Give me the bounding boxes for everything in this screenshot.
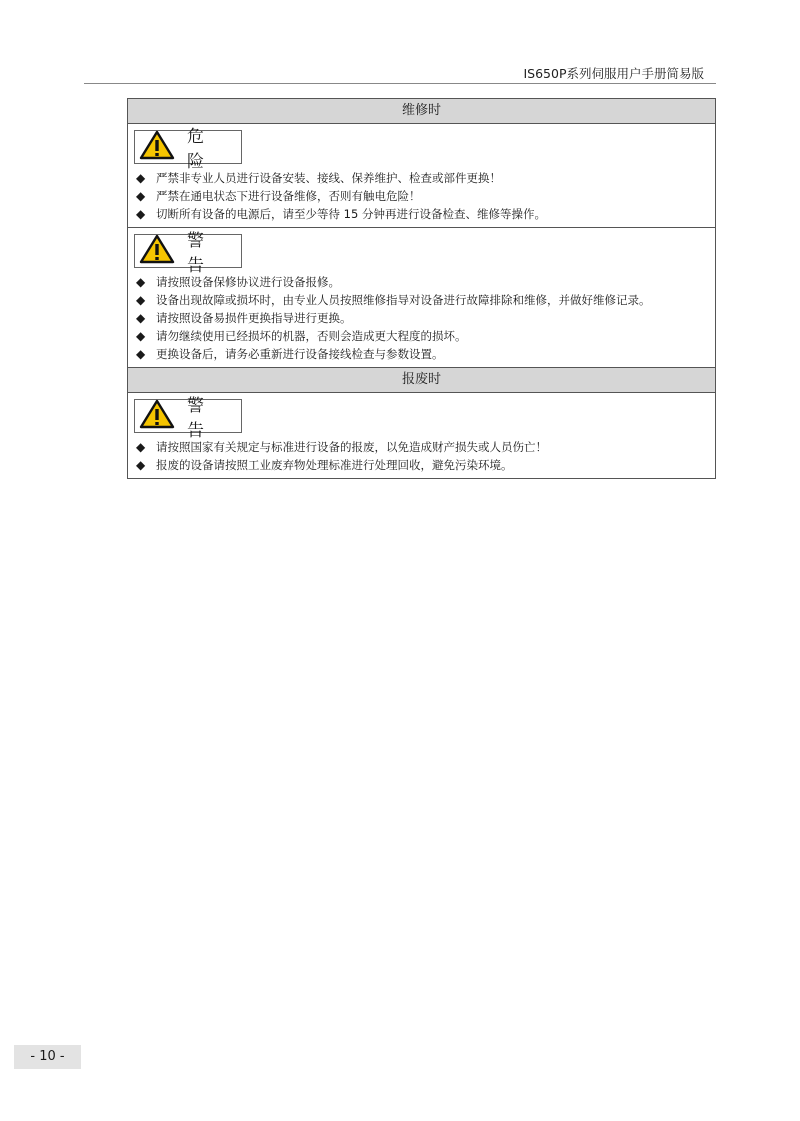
list-item: ◆ 切断所有设备的电源后，请至少等待 15 分钟再进行设备检查、维修等操作。 [136, 207, 546, 221]
page-number: - 10 - [14, 1045, 81, 1069]
bullet-diamond-icon: ◆ [136, 440, 146, 454]
list-item: ◆ 请按照设备保修协议进行设备报修。 [136, 275, 340, 289]
warning-sign [134, 231, 242, 276]
warning-items-list [134, 273, 707, 363]
list-item: ◆ 请勿继续使用已经损坏的机器，否则会造成更大程度的损坏。 [136, 329, 467, 343]
warning-label: 警告 [187, 396, 212, 441]
safety-precautions-table [127, 98, 716, 479]
warning-block-disposal [128, 393, 715, 478]
list-item: ◆ 设备出现故障或损坏时，由专业人员按照维修指导对设备进行故障排除和维修，并做好维修记录。 [136, 293, 651, 307]
bullet-diamond-icon: ◆ [136, 347, 146, 361]
danger-label: 危险 [187, 127, 212, 172]
warning-sign [134, 396, 242, 441]
bullet-diamond-icon: ◆ [136, 207, 146, 221]
warning-label: 警告 [187, 231, 212, 276]
list-item: ◆ 严禁在通电状态下进行设备维修，否则有触电危险！ [136, 189, 421, 203]
warning-triangle-icon [139, 130, 175, 164]
list-item: ◆ 严禁非专业人员进行设备安装、接线、保养维护、检查或部件更换！ [136, 171, 501, 185]
disposal-items-list [134, 438, 707, 474]
warning-block-maintenance [128, 227, 715, 367]
bullet-diamond-icon: ◆ [136, 293, 146, 307]
list-item: ◆ 报废的设备请按照工业废弃物处理标准进行处理回收，避免污染环境。 [136, 458, 513, 472]
warning-triangle-icon [139, 234, 175, 268]
bullet-diamond-icon: ◆ [136, 329, 146, 343]
bullet-diamond-icon: ◆ [136, 189, 146, 203]
bullet-diamond-icon: ◆ [136, 275, 146, 289]
document-header-title: IS650P系列伺服用户手册简易版 [523, 66, 704, 81]
danger-items-list [134, 169, 707, 223]
danger-sign [134, 127, 242, 172]
danger-block [128, 124, 715, 227]
bullet-diamond-icon: ◆ [136, 311, 146, 325]
section-heading-maintenance: 维修时 [128, 99, 715, 124]
bullet-diamond-icon: ◆ [136, 171, 146, 185]
header-divider [84, 83, 716, 84]
bullet-diamond-icon: ◆ [136, 458, 146, 472]
list-item: ◆ 请按照设备易损件更换指导进行更换。 [136, 311, 352, 325]
warning-triangle-icon [139, 399, 175, 433]
list-item: ◆ 请按照国家有关规定与标准进行设备的报废，以免造成财产损失或人员伤亡！ [136, 440, 547, 454]
list-item: ◆ 更换设备后，请务必重新进行设备接线检查与参数设置。 [136, 347, 444, 361]
section-heading-disposal: 报废时 [128, 367, 715, 393]
